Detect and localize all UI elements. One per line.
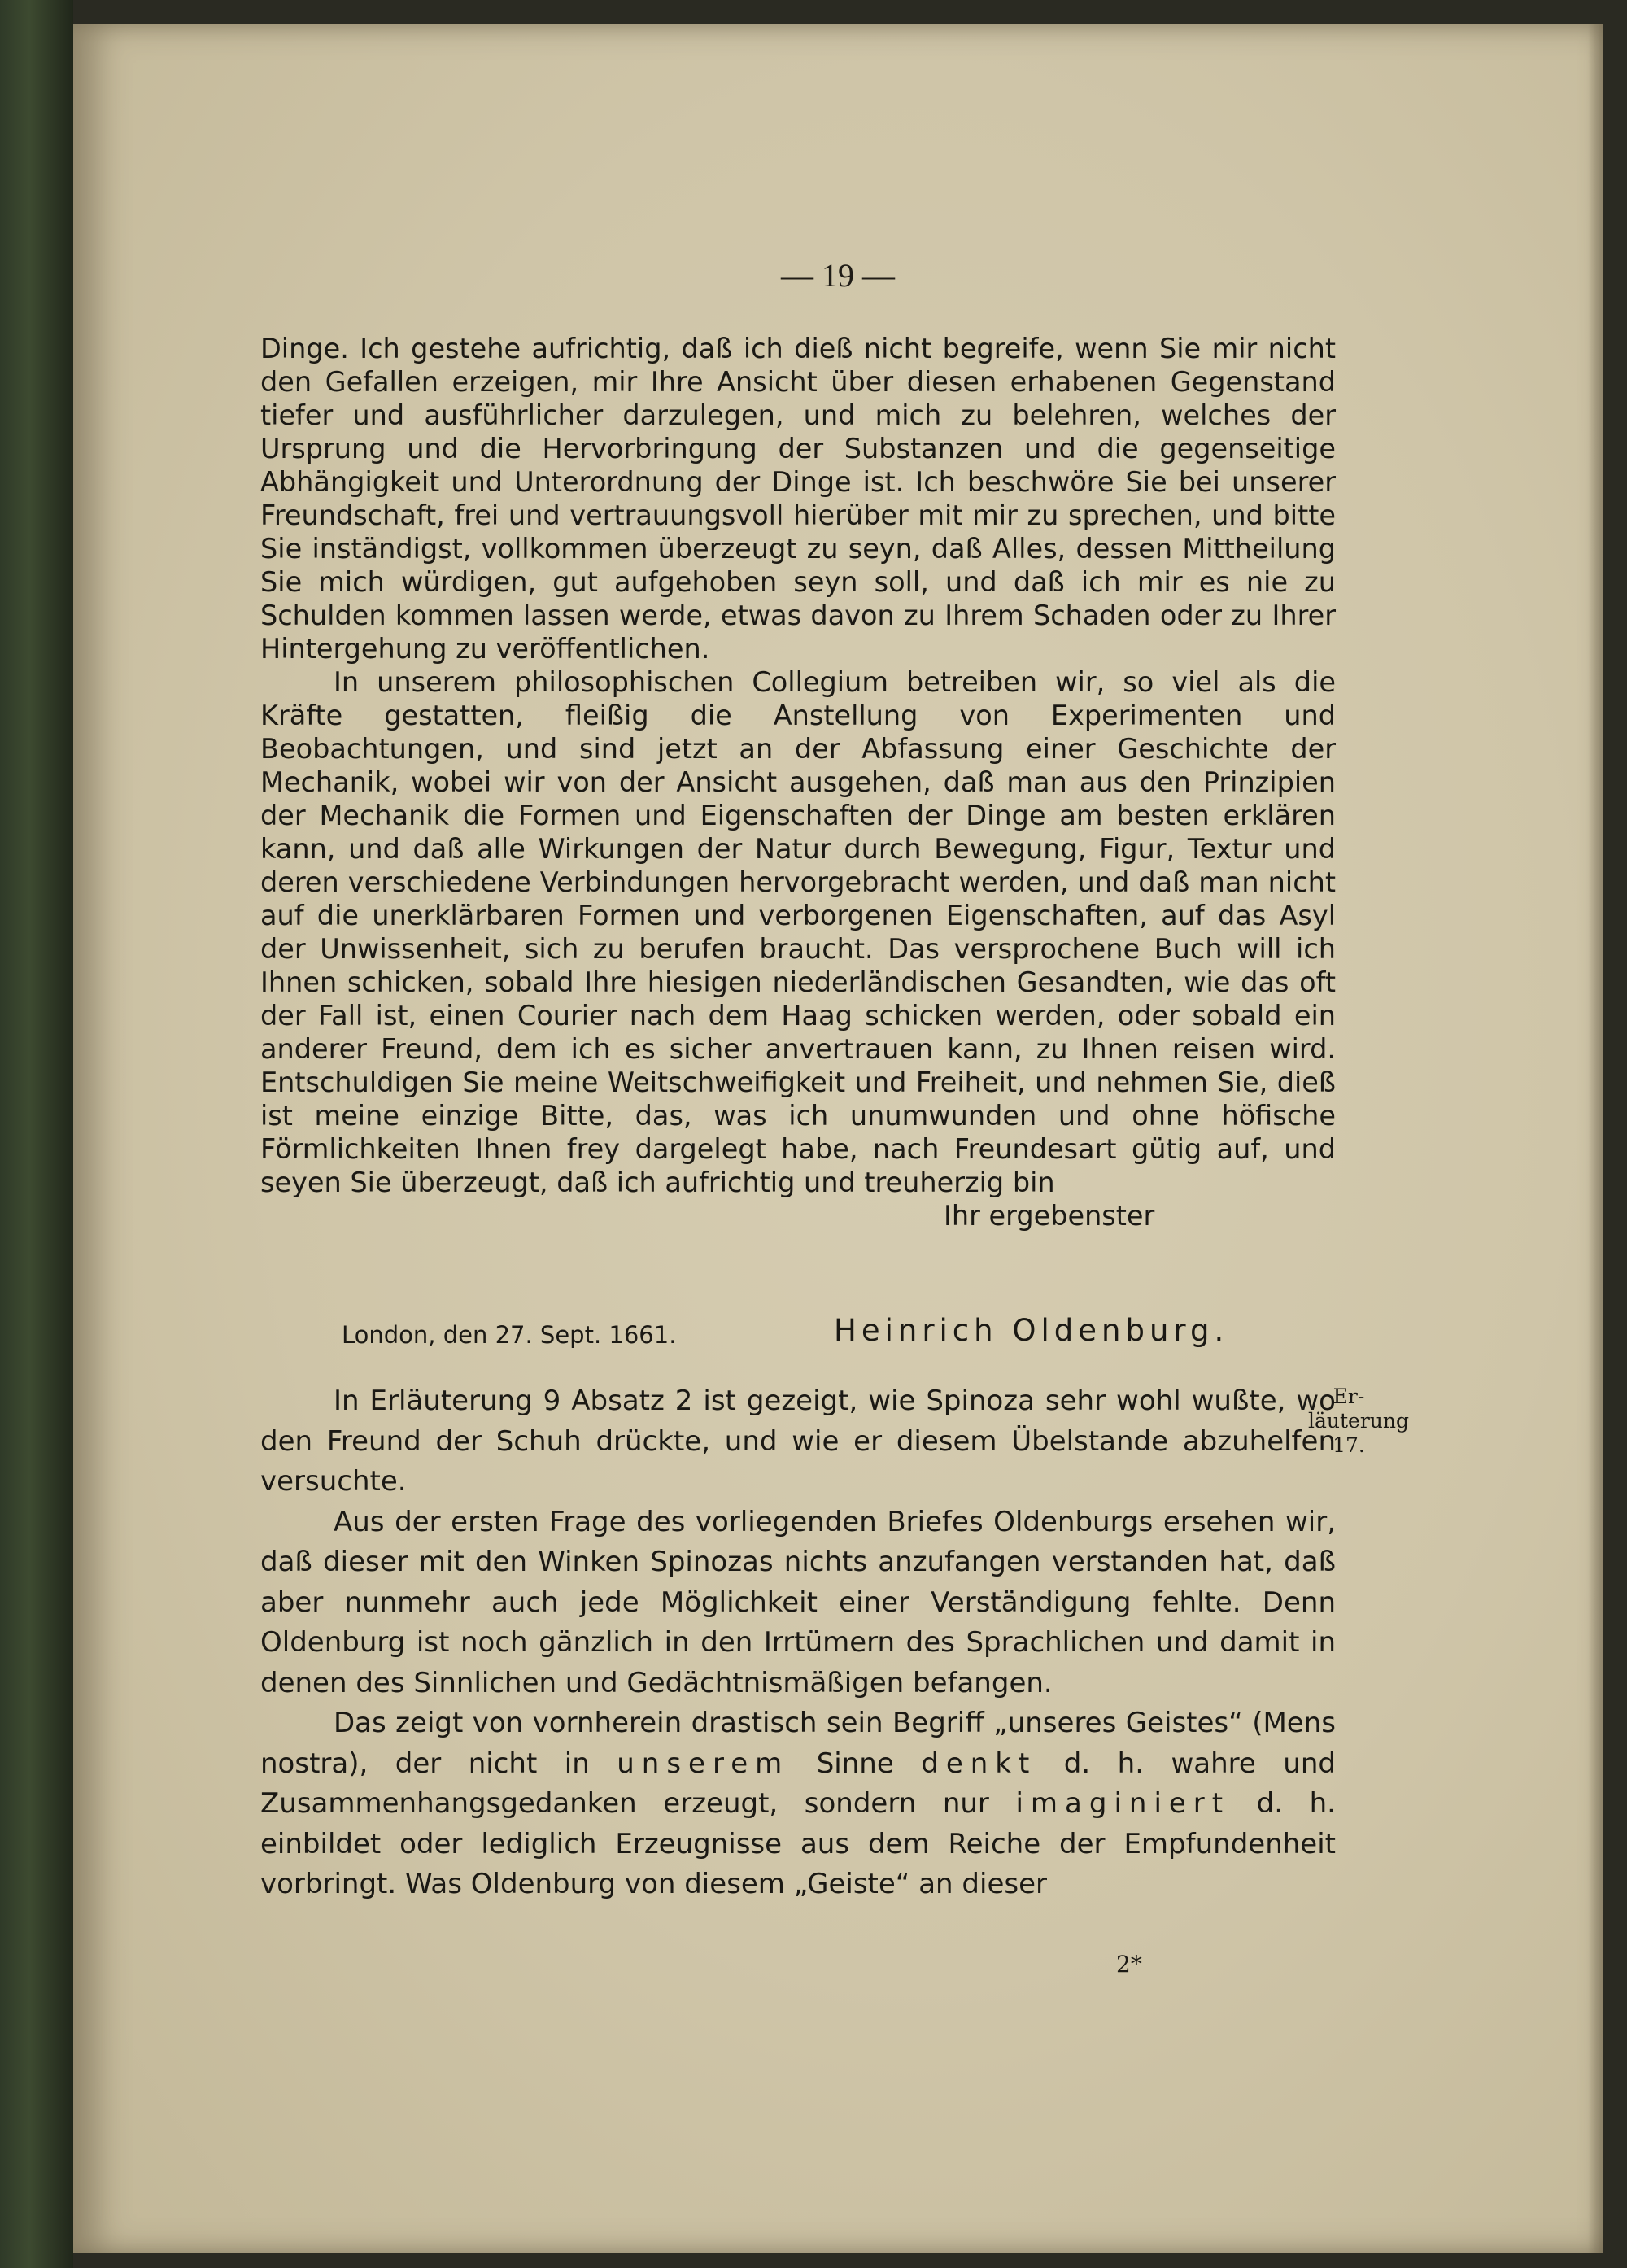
letter-paragraph-1: Dinge. Ich gestehe aufrichtig, daß ich dieß nicht begreife, wenn Sie mir nicht den Gefallen erzeigen, mir Ihre Ansicht über diesen erhabenen Gegenstand tiefer und ausführlicher darzulegen, und mich zu belehren, welches der Ursprung und die Hervorbringung der Substanzen und die gegenseitige Abhängigkeit und Unterordnung der Dinge ist. Ich beschwöre Sie bei unserer Freundschaft, frei und vertrauungsvoll hierüber mit mir zu sprechen, und bitte Sie inständigst, vollkommen überzeugt zu seyn, daß Alles, dessen Mittheilung Sie mich würdigen, gut aufgehoben seyn soll, und daß ich mir es nie zu Schulden kommen lassen werde, etwas davon zu Ihrem Schaden oder zu Ihrer Hintergehung zu veröffentlichen. — [260, 333, 1336, 665]
letter-text — [260, 332, 1336, 1232]
commentary-paragraph-2: Aus der ersten Frage des vorliegenden Briefes Oldenburgs ersehen wir, daß dieser mit den Winken Spinozas nichts anzufangen verstanden hat, daß aber nunmehr auch jede Möglichkeit einer Verständigung fehlte. Denn Oldenburg ist noch gänzlich in den Irrtümern des Sprachlichen und damit in denen des Sinnlichen und Gedächtnismäßigen befangen. — [260, 1505, 1336, 1699]
commentary-p3-part-d: d. h. einbildet oder lediglich Erzeugnisse aus dem Reiche der Empfundenheit vorbringt. Was Oldenburg von diesem „Geiste“ an dieser — [260, 1787, 1336, 1900]
letter-dateline: London, den 27. Sept. 1661. — [342, 1321, 677, 1349]
commentary-p3-part-b: Sinne — [789, 1747, 922, 1780]
marginal-note-line-2: läuterung — [1308, 1409, 1409, 1433]
letter-paragraph-2-text: In unserem philosophischen Collegium betreiben wir, so viel als die Kräfte gestatten, fleißig die Anstellung von Experimenten und Beobachtungen, und sind jetzt an der Abfassung einer Geschichte der Mechanik, wobei wir von der Ansicht ausgehen, daß man aus den Prinzipien der Mechanik die Formen und Eigenschaften der Dinge am besten erklären kann, und daß alle Wirkungen der Natur durch Bewegung, Figur, Textur und deren verschiedene Verbindungen hervorgebracht werden, und daß man nicht auf die unerklärbaren Formen und verborgenen Eigenschaften, auf das Asyl der Unwissenheit, sich zu berufen braucht. Das versprochene Buch will ich Ihnen schicken, sobald Ihre hiesigen niederländischen Gesandten, wie das oft der Fall ist, einen Courier nach dem Haag schicken werden, oder sobald ein anderer Freund, dem ich es sicher anvertrauen kann, zu Ihnen reisen wird. Entschuldigen Sie meine Weitschweifigkeit und Freiheit, und nehmen Sie, dieß ist meine einzige Bitte, das, was ich unumwunden und ohne höfische Förmlichkeiten Ihnen frey dargelegt habe, nach Freundesart gütig auf, und seyen Sie überzeugt, daß ich aufrichtig und treuherzig bin — [260, 666, 1336, 1198]
letter-closing-phrase: Ihr ergebenster — [944, 1200, 1155, 1232]
commentary-paragraph-3 — [260, 1703, 1336, 1905]
letter-closing — [260, 1199, 1336, 1232]
book-page — [73, 24, 1603, 2253]
printer-signature-mark: 2* — [1116, 1951, 1142, 1978]
commentary-p3-part-a: Das zeigt von vornherein drastisch sein Begriff „unseres Geistes“ (Mens nostra), der nicht in — [260, 1707, 1336, 1780]
commentary-p3-part-c: d. h. wahre und Zusammenhangsgedanken erzeugt, sondern nur — [260, 1747, 1336, 1820]
book-spine — [0, 0, 73, 2268]
commentary-text — [260, 1381, 1336, 1905]
letter-signature: Heinrich Oldenburg. — [834, 1313, 1229, 1348]
marginal-note-line-1: Er- — [1333, 1385, 1365, 1408]
emphasis-imaginiert: imaginiert — [1015, 1787, 1231, 1820]
emphasis-unserem: unserem — [617, 1747, 790, 1780]
page-number: — 19 — — [781, 257, 895, 294]
marginal-note-line-3: 17. — [1333, 1433, 1365, 1457]
letter-paragraph-2 — [260, 665, 1336, 1199]
emphasis-denkt: denkt — [921, 1747, 1037, 1780]
marginal-note — [1308, 1385, 1409, 1458]
commentary-paragraph-1: In Erläuterung 9 Absatz 2 ist gezeigt, wie Spinoza sehr wohl wußte, wo den Freund der Schuh drückte, und wie er diesem Übelstande abzuhelfen versuchte. — [260, 1385, 1336, 1498]
